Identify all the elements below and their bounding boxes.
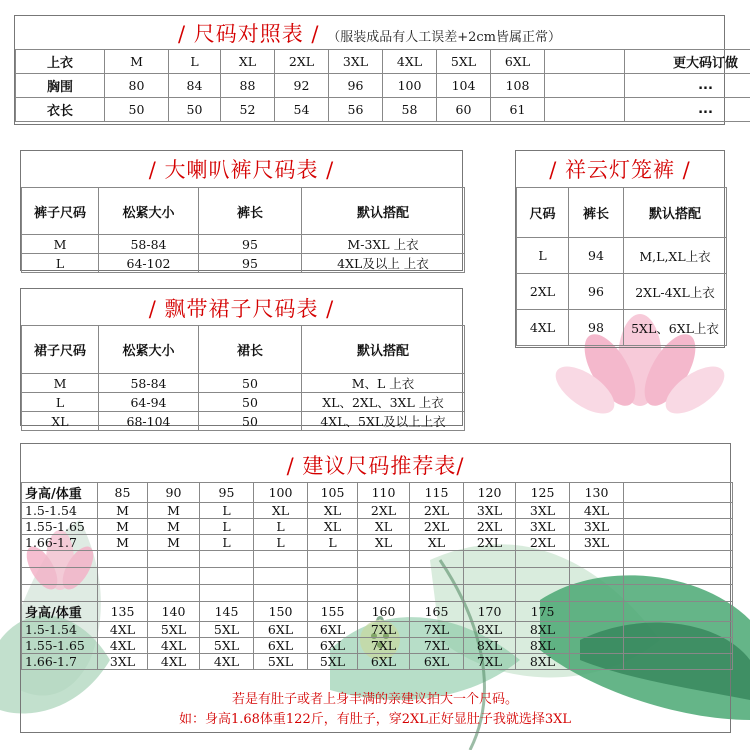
recommend-note-1: 若是有肚子或者上身丰满的亲建议拍大一个尺码。	[231, 692, 518, 707]
recommend-header	[624, 483, 733, 503]
table-cell: M	[148, 503, 200, 519]
table-cell: M	[98, 519, 148, 535]
table-cell: 6XL	[254, 622, 308, 638]
table-cell: 50	[199, 412, 302, 431]
table-cell: 3XL	[464, 503, 516, 519]
table-cell: 衣长	[16, 98, 105, 122]
table-cell: 6XL	[308, 622, 358, 638]
ribbon-skirt-title: / 飘带裙子尺码表 /	[148, 297, 335, 321]
spacer-row	[22, 585, 733, 602]
recommend-header: 175	[516, 602, 570, 622]
table-cell: L	[517, 238, 569, 274]
table-cell: 4XL	[98, 638, 148, 654]
size-chart-header: 4XL	[383, 50, 437, 74]
table-cell: 7XL	[410, 622, 464, 638]
recommend-header: 125	[516, 483, 570, 503]
size-chart-header	[545, 50, 625, 74]
table-header: 尺码	[517, 188, 569, 238]
table-cell: 5XL	[200, 638, 254, 654]
table-cell: 2XL	[516, 535, 570, 551]
flare-pants-title: / 大喇叭裤尺码表 /	[148, 158, 335, 182]
table-cell: 6XL	[254, 638, 308, 654]
recommend-header: 身高/体重	[22, 483, 98, 503]
table-cell: 95	[199, 235, 302, 254]
size-chart-header: 2XL	[275, 50, 329, 74]
table-cell: 胸围	[16, 74, 105, 98]
table-header: 裤子尺码	[22, 188, 99, 235]
recommend-header: 120	[464, 483, 516, 503]
table-cell: 58	[383, 98, 437, 122]
table-header: 裤长	[199, 188, 302, 235]
table-cell: XL	[308, 503, 358, 519]
recommend-table	[21, 482, 733, 670]
spacer-row	[22, 551, 733, 568]
size-chart-section	[14, 15, 738, 125]
size-chart-title	[15, 16, 724, 49]
table-cell: 104	[437, 74, 491, 98]
table-cell: 5XL	[200, 622, 254, 638]
table-cell: M	[22, 235, 99, 254]
lantern-pants-title: / 祥云灯笼裤 /	[549, 158, 691, 182]
table-cell: 60	[437, 98, 491, 122]
table-cell: L	[22, 393, 99, 412]
table-cell: 1.5-1.54	[22, 503, 98, 519]
table-cell: 88	[221, 74, 275, 98]
recommend-header: 145	[200, 602, 254, 622]
table-cell: 4XL	[517, 310, 569, 346]
table-cell: M	[22, 374, 99, 393]
table-cell: 7XL	[410, 638, 464, 654]
table-cell: 2XL	[410, 519, 464, 535]
flare-pants-section	[20, 150, 463, 271]
table-cell: 3XL	[516, 519, 570, 535]
size-chart-table	[15, 49, 750, 122]
table-cell: 5XL	[148, 622, 200, 638]
table-cell: ...	[625, 74, 750, 98]
table-cell	[570, 654, 624, 670]
recommend-title: / 建议尺码推荐表/	[286, 454, 465, 478]
table-cell	[570, 622, 624, 638]
size-chart-header: L	[169, 50, 221, 74]
table-cell: 7XL	[464, 654, 516, 670]
table-cell: L	[200, 503, 254, 519]
recommend-header: 105	[308, 483, 358, 503]
table-cell: L	[200, 535, 254, 551]
table-cell: 3XL	[570, 519, 624, 535]
table-cell: 2XL-4XL上衣	[624, 274, 727, 310]
recommend-header: 165	[410, 602, 464, 622]
size-chart-title-text: / 尺码对照表 /	[178, 22, 320, 46]
table-cell: M,L,XL上衣	[624, 238, 727, 274]
table-cell	[624, 535, 733, 551]
table-header: 裙长	[199, 326, 302, 374]
table-cell: 4XL及以上 上衣	[302, 254, 465, 273]
table-cell	[624, 519, 733, 535]
table-cell: 64-94	[99, 393, 199, 412]
table-cell: 8XL	[464, 638, 516, 654]
recommend-header: 135	[98, 602, 148, 622]
table-cell: 54	[275, 98, 329, 122]
table-cell: XL	[22, 412, 99, 431]
size-chart-header: M	[105, 50, 169, 74]
table-cell: 50	[105, 98, 169, 122]
table-cell	[624, 503, 733, 519]
table-cell: 6XL	[410, 654, 464, 670]
table-cell: XL、2XL、3XL 上衣	[302, 393, 465, 412]
table-cell: 64-102	[99, 254, 199, 273]
table-cell: 68-104	[99, 412, 199, 431]
size-chart-header: 上衣	[16, 50, 105, 74]
recommend-header: 95	[200, 483, 254, 503]
table-cell: 96	[569, 274, 624, 310]
table-cell: 1.55-1.65	[22, 519, 98, 535]
table-cell: 1.66-1.7	[22, 654, 98, 670]
table-cell: 94	[569, 238, 624, 274]
table-cell	[545, 74, 625, 98]
recommend-note-2: 如：身高1.68体重122斤，有肚子，穿2XL正好显肚子我就选择3XL	[178, 712, 572, 727]
size-chart-header: XL	[221, 50, 275, 74]
table-cell: L	[200, 519, 254, 535]
size-chart-header: 6XL	[491, 50, 545, 74]
table-cell: 108	[491, 74, 545, 98]
lantern-pants-section	[515, 150, 725, 348]
table-cell: 8XL	[516, 622, 570, 638]
table-header: 松紧大小	[99, 188, 199, 235]
table-cell: 5XL、6XL上衣	[624, 310, 727, 346]
table-header: 裙子尺码	[22, 326, 99, 374]
flare-pants-table	[21, 187, 465, 273]
table-cell: 8XL	[516, 638, 570, 654]
table-cell: 80	[105, 74, 169, 98]
table-cell: M、L 上衣	[302, 374, 465, 393]
recommend-header: 110	[358, 483, 410, 503]
table-cell: 1.55-1.65	[22, 638, 98, 654]
table-cell: L	[22, 254, 99, 273]
table-cell: 3XL	[570, 535, 624, 551]
recommend-header: 140	[148, 602, 200, 622]
size-chart-note: （服装成品有人工误差+2cm皆属正常）	[327, 30, 561, 45]
table-header: 默认搭配	[624, 188, 727, 238]
table-cell	[570, 638, 624, 654]
table-header: 默认搭配	[302, 326, 465, 374]
table-cell: M	[98, 503, 148, 519]
table-cell: ...	[625, 98, 750, 122]
recommend-header	[624, 602, 733, 622]
table-cell: 56	[329, 98, 383, 122]
table-cell: XL	[254, 503, 308, 519]
table-header: 默认搭配	[302, 188, 465, 235]
table-cell: XL	[358, 535, 410, 551]
recommend-header: 身高/体重	[22, 602, 98, 622]
table-cell: 4XL	[98, 622, 148, 638]
table-cell: 58-84	[99, 374, 199, 393]
table-cell: M-3XL 上衣	[302, 235, 465, 254]
recommend-header	[570, 602, 624, 622]
table-cell: L	[254, 519, 308, 535]
recommend-header: 170	[464, 602, 516, 622]
table-cell: 7XL	[358, 622, 410, 638]
size-chart-header: 3XL	[329, 50, 383, 74]
table-cell: 2XL	[464, 535, 516, 551]
spacer-row	[22, 568, 733, 585]
table-cell	[624, 654, 733, 670]
table-cell: 50	[169, 98, 221, 122]
table-cell: 96	[329, 74, 383, 98]
recommend-header: 150	[254, 602, 308, 622]
table-header: 裤长	[569, 188, 624, 238]
table-cell: 8XL	[464, 622, 516, 638]
table-cell: 52	[221, 98, 275, 122]
size-chart-header: 5XL	[437, 50, 491, 74]
table-cell: 2XL	[464, 519, 516, 535]
table-cell: 95	[199, 254, 302, 273]
table-cell: 1.66-1.7	[22, 535, 98, 551]
table-cell: 4XL、5XL及以上上衣	[302, 412, 465, 431]
recommend-header: 155	[308, 602, 358, 622]
table-cell: XL	[410, 535, 464, 551]
table-cell: 58-84	[99, 235, 199, 254]
table-cell	[624, 622, 733, 638]
table-cell: 7XL	[358, 638, 410, 654]
table-header: 松紧大小	[99, 326, 199, 374]
recommend-header: 130	[570, 483, 624, 503]
table-cell: 3XL	[516, 503, 570, 519]
table-cell	[624, 638, 733, 654]
table-cell: M	[98, 535, 148, 551]
recommend-header: 160	[358, 602, 410, 622]
table-cell: 2XL	[358, 503, 410, 519]
recommend-header: 85	[98, 483, 148, 503]
table-cell: 92	[275, 74, 329, 98]
table-cell	[545, 98, 625, 122]
table-cell: L	[254, 535, 308, 551]
lantern-pants-table	[516, 187, 727, 346]
recommend-header: 100	[254, 483, 308, 503]
ribbon-skirt-table	[21, 325, 465, 431]
table-cell: 5XL	[308, 654, 358, 670]
table-cell: M	[148, 535, 200, 551]
table-cell: 6XL	[308, 638, 358, 654]
recommend-header: 115	[410, 483, 464, 503]
table-cell: 98	[569, 310, 624, 346]
table-cell: 4XL	[148, 654, 200, 670]
recommend-header: 90	[148, 483, 200, 503]
table-cell: XL	[358, 519, 410, 535]
table-cell: XL	[308, 519, 358, 535]
table-cell: 2XL	[410, 503, 464, 519]
table-cell: L	[308, 535, 358, 551]
table-cell: 100	[383, 74, 437, 98]
table-cell: 61	[491, 98, 545, 122]
table-cell: 1.5-1.54	[22, 622, 98, 638]
table-cell: 50	[199, 374, 302, 393]
table-cell: 84	[169, 74, 221, 98]
table-cell: 3XL	[98, 654, 148, 670]
table-cell: 2XL	[517, 274, 569, 310]
table-cell: M	[148, 519, 200, 535]
ribbon-skirt-section	[20, 288, 463, 429]
table-cell: 6XL	[358, 654, 410, 670]
table-cell: 4XL	[148, 638, 200, 654]
table-cell: 5XL	[254, 654, 308, 670]
table-cell: 8XL	[516, 654, 570, 670]
table-cell: 50	[199, 393, 302, 412]
table-cell: 4XL	[200, 654, 254, 670]
table-cell: 4XL	[570, 503, 624, 519]
size-chart-header: 更大码订做	[625, 50, 750, 74]
